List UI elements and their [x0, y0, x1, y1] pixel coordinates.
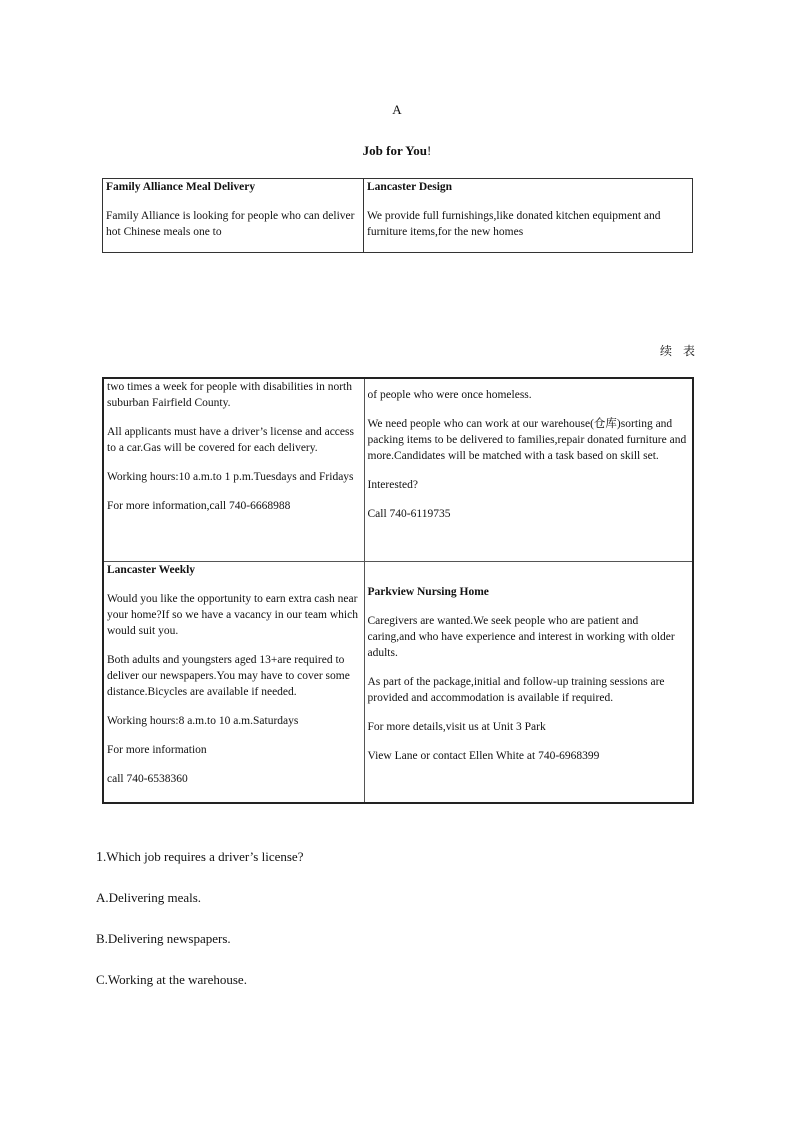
ad-text: As part of the package,initial and follow-up training sessions are provided and accommodation is available if required. [367, 676, 665, 704]
ad-text: Working hours:8 a.m.to 10 a.m.Saturdays [107, 715, 299, 727]
ad-heading: Family Alliance Meal Delivery [106, 181, 256, 193]
ad-contact: Call 740-6119735 [367, 508, 451, 520]
ad-parkview-nursing-home [364, 562, 693, 804]
ad-text: Working hours:10 a.m.to 1 p.m.Tuesdays and Fridays [107, 471, 354, 483]
ad-heading: Lancaster Design [367, 181, 453, 193]
ad-text: of people who were once homeless. [367, 389, 532, 401]
option-b: B.Delivering newspapers. [96, 931, 231, 946]
ad-contact: View Lane or contact Ellen White at 740-6968399 [367, 750, 600, 762]
page-title [0, 143, 794, 159]
ad-text: Interested? [367, 479, 418, 491]
section-letter: A [392, 102, 402, 117]
ad-family-alliance-continued [103, 378, 364, 562]
ad-text: Caregivers are wanted.We seek people who are patient and caring,and who have experience and interest in working with older adults. [367, 615, 675, 659]
ad-lancaster-design [364, 179, 693, 253]
ad-text: For more details,visit us at Unit 3 Park [367, 721, 546, 733]
question-text: .Which job requires a driver’s license? [103, 849, 304, 864]
ad-text: For more information [107, 744, 207, 756]
ad-text: We provide full furnishings,like donated kitchen equipment and furniture items,for the new homes [367, 210, 661, 238]
option-c: C.Working at the warehouse. [96, 972, 247, 987]
continued-table-label: 续表 [660, 344, 707, 358]
title-punctuation: ! [426, 143, 432, 158]
ad-lancaster-design-continued [364, 378, 693, 562]
question-number: 1 [96, 850, 103, 865]
ad-text: Family Alliance is looking for people who can deliver hot Chinese meals one to [106, 210, 355, 238]
ad-heading: Parkview Nursing Home [367, 586, 489, 598]
ad-lancaster-weekly [103, 562, 364, 804]
job-ads-table-part1 [102, 178, 693, 253]
job-ads-table-part2 [102, 377, 694, 804]
ad-contact: call 740-6538360 [107, 773, 188, 785]
question-1 [96, 849, 303, 866]
option-a: A.Delivering meals. [96, 890, 202, 905]
ad-text: We need people who can work at our warehouse(仓库)sorting and packing items to be delivered to families,repair donated furniture and more.Candidates will be matched with a task based on skill set. [367, 418, 687, 462]
ad-contact: For more information,call 740-6668988 [107, 500, 291, 512]
ad-text: Would you like the opportunity to earn extra cash near your home?If so we have a vacancy in our team which would suit you. [107, 593, 358, 637]
ad-heading: Lancaster Weekly [107, 564, 196, 576]
ad-text: All applicants must have a driver’s license and access to a car.Gas will be covered for each delivery. [107, 426, 354, 454]
ad-family-alliance [103, 179, 364, 253]
title-text: Job for You [362, 143, 427, 158]
ad-text: two times a week for people with disabilities in north suburban Fairfield County. [107, 381, 352, 409]
ad-text: Both adults and youngsters aged 13+are required to deliver our newspapers.You may have to cover some distance.Bicycles are available if needed. [107, 654, 350, 698]
